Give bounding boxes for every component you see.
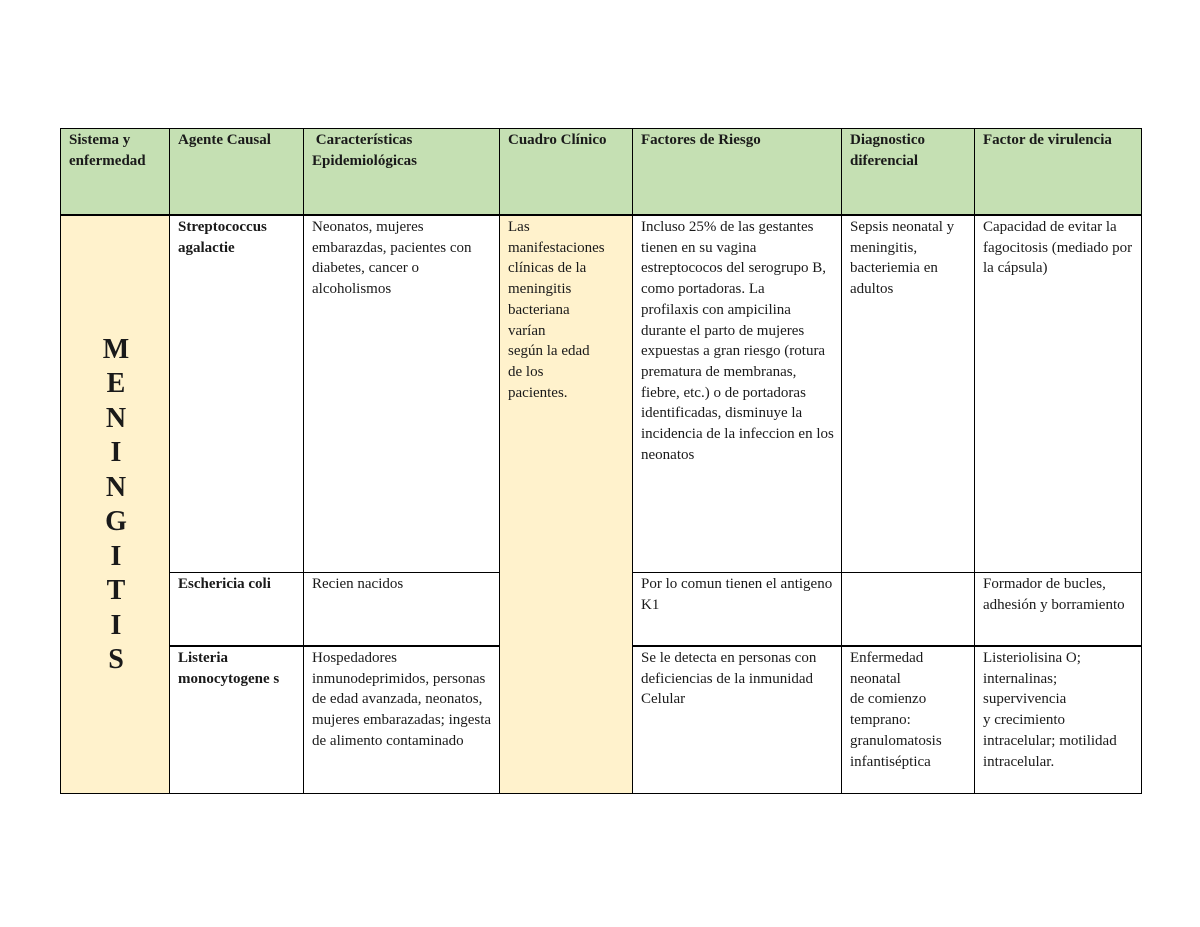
causal-agent-cell: Eschericia coli xyxy=(170,573,304,647)
epidemiology-cell: Neonatos, mujeres embarazdas, pacientes con diabetes, cancer o alcoholismos xyxy=(304,215,500,573)
disease-letter: N xyxy=(105,471,127,503)
disease-letter: N xyxy=(105,402,127,434)
causal-agent-cell: Listeria monocytogene s xyxy=(170,646,304,794)
disease-letter: I xyxy=(110,609,122,641)
risk-factors-line: Por lo comun tienen el antigeno K1 xyxy=(641,576,833,613)
disease-letter: I xyxy=(110,540,122,572)
virulence-line: y crecimiento intracelular; motilidad intracelular. xyxy=(983,712,1117,770)
clinical-picture-line: pacientes. xyxy=(508,384,568,401)
table-row xyxy=(61,215,1142,573)
differential-diagnosis-cell: Sepsis neonatal y meningitis, bacteriemia en adultos xyxy=(842,215,975,573)
differential-diagnosis-cell xyxy=(842,573,975,647)
clinical-picture-cell xyxy=(500,215,633,794)
epidemiology-cell: Recien nacidos xyxy=(304,573,500,647)
differential-line: de comienzo temprano: granulomatosis infantiséptica xyxy=(850,691,942,770)
meningitis-table xyxy=(60,128,1142,794)
differential-diagnosis-cell xyxy=(842,646,975,794)
differential-line: Enfermedad neonatal xyxy=(850,650,924,687)
clinical-picture-line: clínicas de la xyxy=(508,260,587,277)
clinical-picture-line: meningitis xyxy=(508,281,572,298)
risk-factors-cell xyxy=(633,646,842,794)
virulence-factor-cell: Capacidad de evitar la fagocitosis (mediado por la cápsula) xyxy=(975,215,1142,573)
header-differential-diagnosis: Diagnostico diferencial xyxy=(842,129,975,216)
risk-factors-line: expuestas a gran riesgo (rotura prematura de membranas, xyxy=(641,343,826,380)
clinical-picture-line: de los xyxy=(508,363,544,380)
header-virulence-factor: Factor de virulencia xyxy=(975,129,1142,216)
risk-factors-cell xyxy=(633,573,842,647)
causal-agent-cell: Streptococcus agalactie xyxy=(170,215,304,573)
disease-letter: S xyxy=(108,644,124,675)
virulence-line: Listeriolisina O; internalinas; supervivencia xyxy=(983,650,1081,708)
virulence-factor-cell: Formador de bucles, adhesión y borramiento xyxy=(975,573,1142,647)
risk-factors-line: Celular xyxy=(641,691,686,708)
disease-letter: E xyxy=(106,368,126,399)
risk-factors-cell xyxy=(633,215,842,573)
clinical-picture-line: varían xyxy=(508,322,546,339)
clinical-picture-line: manifestaciones xyxy=(508,239,605,256)
risk-factors-line: incidencia de la infeccion en los neonatos xyxy=(641,426,834,463)
risk-factors-line: Incluso 25% de las gestantes tienen en su vagina xyxy=(641,219,814,256)
epidemiology-cell: Hospedadores inmunodeprimidos, personas de edad avanzada, neonatos, mujeres embarazadas; ingesta de alimento contaminado xyxy=(304,646,500,794)
disease-letter: I xyxy=(110,437,122,468)
disease-letter: M xyxy=(102,333,130,365)
header-epidemiology: Características Epidemiológicas xyxy=(304,129,500,216)
header-system-disease: Sistema y enfermedad xyxy=(61,129,170,216)
virulence-factor-cell xyxy=(975,646,1142,794)
disease-letter: T xyxy=(106,575,126,606)
header-row xyxy=(61,129,1142,216)
header-risk-factors: Factores de Riesgo xyxy=(633,129,842,216)
risk-factors-line: Se le detecta en personas con deficiencias de la inmunidad xyxy=(641,650,817,687)
header-causal-agent: Agente Causal xyxy=(170,129,304,216)
risk-factors-line: profilaxis con ampicilina durante el parto de mujeres xyxy=(641,301,805,339)
clinical-picture-line: bacteriana xyxy=(508,301,570,318)
disease-name-cell xyxy=(61,215,170,794)
disease-letter: G xyxy=(105,506,127,537)
risk-factors-line: fiebre, etc.) o de portadoras identificadas, disminuye la xyxy=(641,384,806,422)
risk-factors-line: estreptococos del serogrupo B, como portadoras. La xyxy=(641,260,826,298)
header-clinical-picture: Cuadro Clínico xyxy=(500,129,633,216)
clinical-picture-line: según la edad xyxy=(508,343,590,360)
clinical-picture-line: Las xyxy=(508,219,530,235)
